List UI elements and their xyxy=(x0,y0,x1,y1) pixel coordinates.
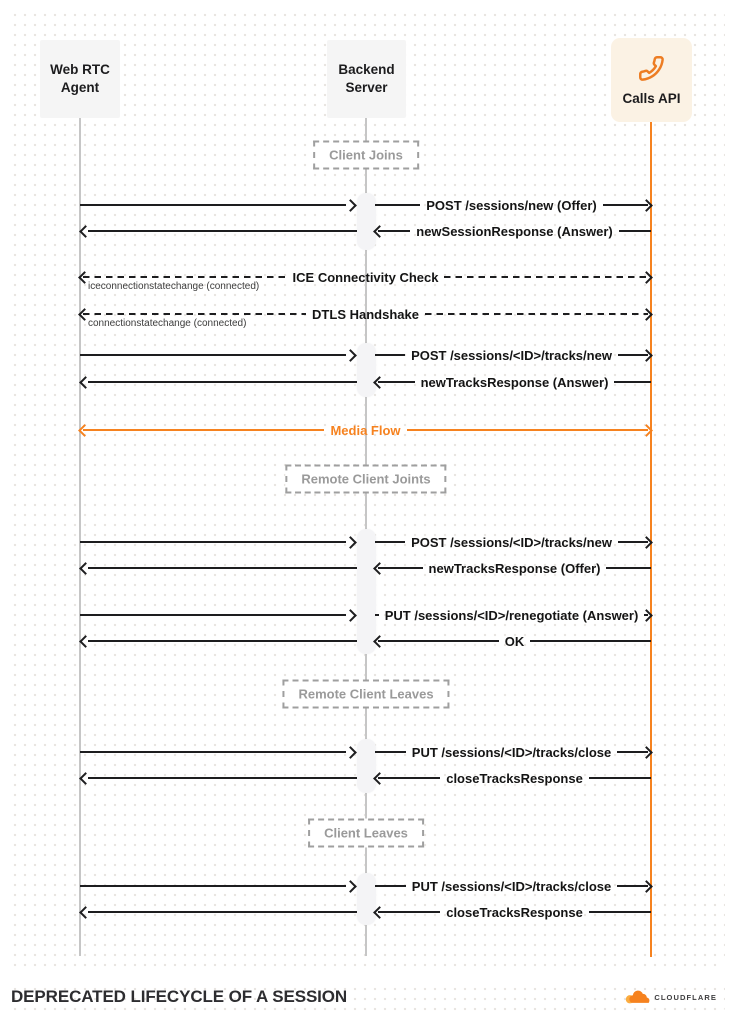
message-line xyxy=(88,640,357,643)
phase-label-box xyxy=(313,141,419,170)
message-segment xyxy=(375,222,651,240)
message-segment xyxy=(375,196,651,214)
message-row xyxy=(80,346,651,364)
footer-content xyxy=(7,981,725,1013)
phase-label-box xyxy=(282,680,449,709)
message-line xyxy=(614,381,651,384)
arrowhead-right-icon xyxy=(640,349,653,362)
message-line xyxy=(375,204,420,207)
message-line xyxy=(407,429,648,432)
arrowhead-right-icon xyxy=(640,271,653,284)
message-line xyxy=(589,777,651,780)
arrowhead-right-icon xyxy=(640,880,653,893)
dashed-line xyxy=(444,276,648,279)
message-segment xyxy=(80,421,651,439)
message-label: POST /sessions/<ID>/tracks/new xyxy=(411,534,612,550)
arrowhead-left-icon xyxy=(373,376,386,389)
dashed-line xyxy=(425,313,648,316)
message-line xyxy=(83,429,324,432)
message-line xyxy=(80,541,346,544)
arrowhead-right-icon xyxy=(344,199,357,212)
message-label: closeTracksResponse xyxy=(446,770,583,786)
message-row xyxy=(80,877,651,895)
message-label: PUT /sessions/<ID>/tracks/close xyxy=(411,878,612,894)
message-line xyxy=(80,354,346,357)
phone-icon xyxy=(638,55,665,82)
message-segment xyxy=(375,632,651,650)
dashed-line xyxy=(83,313,306,316)
arrowhead-left-icon xyxy=(373,635,386,648)
event-subtext: connectionstatechange (connected) xyxy=(88,318,247,329)
message-label: ICE Connectivity Check xyxy=(292,269,439,285)
arrowhead-right-icon xyxy=(640,199,653,212)
message-row xyxy=(80,632,651,650)
arrowhead-left-icon xyxy=(373,562,386,575)
message-line xyxy=(375,541,405,544)
phase-label: Client Leaves xyxy=(324,825,408,841)
arrowhead-right-icon xyxy=(640,424,653,437)
message-row xyxy=(80,903,651,921)
message-line xyxy=(80,751,346,754)
message-row xyxy=(80,373,651,391)
arrowhead-left-icon xyxy=(373,906,386,919)
message-label: closeTracksResponse xyxy=(446,904,583,920)
message-line xyxy=(80,885,346,888)
message-segment xyxy=(375,743,651,761)
actor-label: Calls API xyxy=(622,91,681,107)
cloudflare-logo xyxy=(624,990,717,1005)
message-label: Media Flow xyxy=(330,422,401,438)
message-line xyxy=(375,885,406,888)
message-label: POST /sessions/<ID>/tracks/new xyxy=(411,347,612,363)
message-row xyxy=(80,421,651,439)
message-row xyxy=(80,533,651,551)
message-line xyxy=(589,911,651,914)
message-label: OK xyxy=(504,633,525,649)
page-title: DEPRECATED LIFECYCLE OF A SESSION xyxy=(11,987,348,1006)
arrowhead-left-icon xyxy=(373,772,386,785)
message-line xyxy=(88,777,357,780)
message-row xyxy=(80,606,651,624)
actor-backend-server xyxy=(327,40,406,118)
message-segment xyxy=(375,903,651,921)
phase-label-box xyxy=(308,819,424,848)
cloudflare-wordmark: CLOUDFLARE xyxy=(654,992,717,1002)
phase-label: Remote Client Joints xyxy=(301,471,431,487)
arrowhead-left-icon xyxy=(373,225,386,238)
arrowhead-right-icon xyxy=(344,536,357,549)
message-line xyxy=(619,230,651,233)
arrowhead-left-icon xyxy=(78,424,91,437)
message-segment xyxy=(375,877,651,895)
message-line xyxy=(80,614,346,617)
message-segment xyxy=(375,769,651,787)
cloudflare-cloud-icon xyxy=(624,990,650,1005)
message-segment xyxy=(375,606,651,624)
actor-webrtc-agent xyxy=(40,40,120,118)
message-line xyxy=(88,381,357,384)
message-label: newTracksResponse (Answer) xyxy=(420,374,609,390)
message-segment xyxy=(375,346,651,364)
message-line xyxy=(606,567,651,570)
message-segment xyxy=(375,559,651,577)
arrowhead-right-icon xyxy=(640,746,653,759)
phase-label-box xyxy=(285,465,446,494)
message-label: PUT /sessions/<ID>/tracks/close xyxy=(411,744,612,760)
phase-label: Client Joins xyxy=(329,147,403,163)
arrowhead-right-icon xyxy=(640,536,653,549)
message-line xyxy=(88,567,357,570)
message-row xyxy=(80,305,651,329)
message-segment xyxy=(375,373,651,391)
message-label: newSessionResponse (Answer) xyxy=(416,223,613,239)
arrowhead-right-icon xyxy=(344,746,357,759)
message-label: PUT /sessions/<ID>/renegotiate (Answer) xyxy=(384,607,639,623)
phase-label: Remote Client Leaves xyxy=(298,686,434,702)
message-row xyxy=(80,743,651,761)
arrowhead-right-icon xyxy=(640,308,653,321)
message-label: DTLS Handshake xyxy=(312,306,419,322)
message-line xyxy=(375,354,405,357)
event-subtext: iceconnectionstatechange (connected) xyxy=(88,281,260,292)
message-row xyxy=(80,769,651,787)
message-line xyxy=(378,640,499,643)
message-row xyxy=(80,196,651,214)
message-row xyxy=(80,268,651,292)
arrowhead-right-icon xyxy=(344,609,357,622)
arrowhead-right-icon xyxy=(344,880,357,893)
actor-calls-api xyxy=(611,38,692,122)
message-row xyxy=(80,222,651,240)
actor-label: Backend Server xyxy=(338,61,395,95)
message-line xyxy=(375,751,406,754)
actor-label: Web RTC Agent xyxy=(50,61,110,95)
arrowhead-right-icon xyxy=(344,349,357,362)
message-line xyxy=(530,640,651,643)
message-line xyxy=(80,204,346,207)
message-row xyxy=(80,559,651,577)
message-line xyxy=(88,911,357,914)
message-segment xyxy=(375,533,651,551)
message-line xyxy=(378,911,440,914)
message-line xyxy=(88,230,357,233)
dashed-line xyxy=(83,276,287,279)
message-line xyxy=(378,777,440,780)
message-label: POST /sessions/new (Offer) xyxy=(426,197,597,213)
message-label: newTracksResponse (Offer) xyxy=(428,560,601,576)
